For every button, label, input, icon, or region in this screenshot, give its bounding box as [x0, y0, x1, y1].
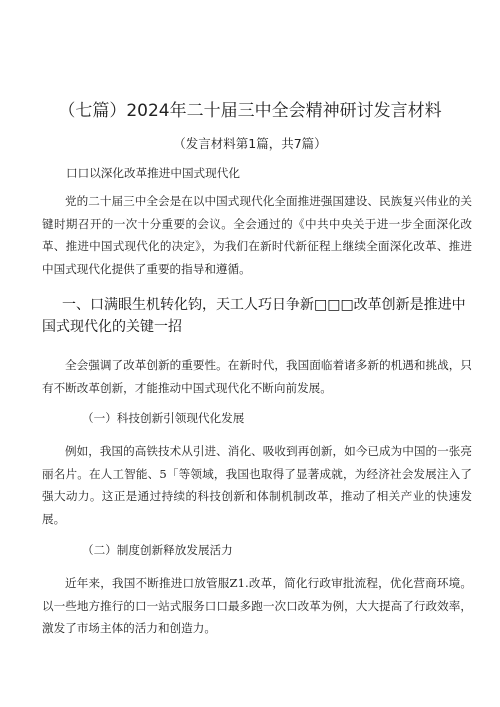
- intro-heading-block: [66, 162, 472, 185]
- subsection-1-heading: （一）科技创新引领现代化发展: [82, 411, 245, 425]
- paragraph-1-block: [42, 190, 472, 280]
- section-1-heading: 一、口满眼生机转化钧，天工人巧日争新□□□改革创新是推进中国式现代化的关键一招: [42, 297, 466, 335]
- document-title: （七篇）2024年二十届三中全会精神研讨发言材料: [58, 101, 442, 121]
- paragraph-4-block: [42, 572, 472, 640]
- subsection-2-heading: （二）制度创新释放发展活力: [82, 543, 233, 557]
- paragraph-2-block: [42, 354, 472, 399]
- paragraph-1: 党的二十届三中全会是在以中国式现代化全面推进强国建设、民族复兴伟业的关键时期召开的一次十分重要的会议。全会通过的《中共中央关于进一步全面深化改革、推进中国式现代化的决定》，为我们在新时代新征程上继续全面深化改革、推进中国式现代化提供了重要的指导和遵循。: [42, 194, 472, 276]
- paragraph-4: 近年来，我国不断推进口放管服Z1.改革，简化行政审批流程，优化营商环境。以一些地方推行的口一站式服务口口最多跑一次口改革为例，大大提高了行政效率，激发了市场主体的活力和创造力。: [42, 576, 472, 635]
- intro-heading: 口口以深化改革推进中国式现代化: [66, 166, 240, 180]
- subsection-2-heading-block: [82, 540, 488, 560]
- section-1-heading-block: [42, 294, 472, 338]
- subsection-1-heading-block: [82, 408, 488, 428]
- paragraph-2: 全会强调了改革创新的重要性。在新时代，我国面临着诸多新的机遇和挑战，只有不断改革创新，才能推动中国式现代化不断向前发展。: [42, 358, 472, 395]
- paragraph-3: 例如，我国的高铁技术从引进、消化、吸收到再创新，如今已成为中国的一张亮丽名片。在人工智能、5「等领域，我国也取得了显著成就，为经济社会发展注入了强大动力。这正是通过持续的科技创新和体制机制改革，推动了相关产业的快速发展。: [42, 444, 472, 526]
- document-subtitle: （发言材料第1篇，共7篇）: [173, 136, 327, 151]
- paragraph-3-block: [42, 440, 472, 530]
